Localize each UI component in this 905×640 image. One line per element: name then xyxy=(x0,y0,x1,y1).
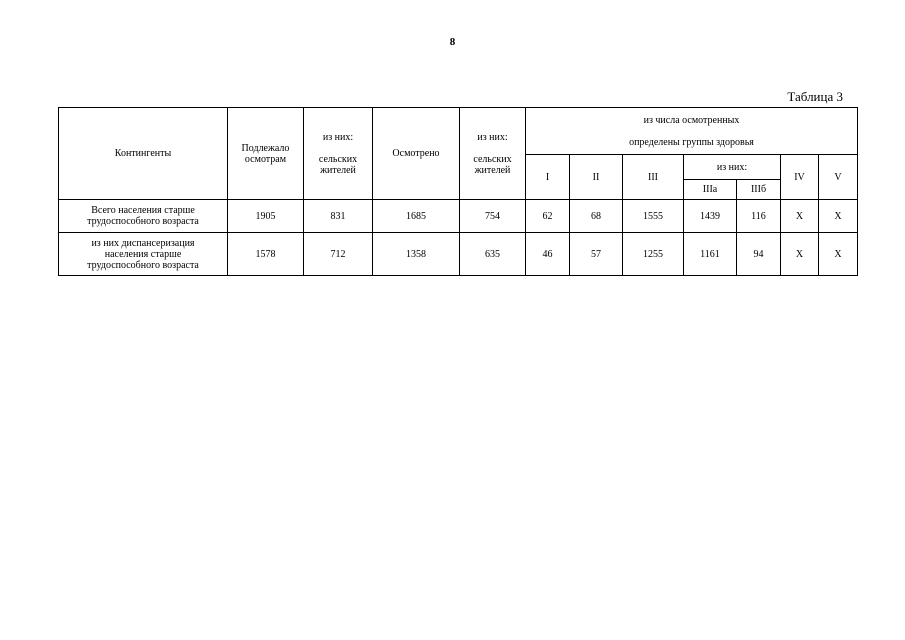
header-group-iiib: IIIб xyxy=(737,180,781,200)
header-group-v: V xyxy=(819,155,858,200)
health-groups-table xyxy=(58,107,858,276)
cell-examined: 1358 xyxy=(373,233,460,276)
header-group-i: I xyxy=(526,155,570,200)
table-row xyxy=(59,200,858,233)
row-label: Всего населения старше трудоспособного возраста xyxy=(59,200,228,233)
header-health-groups: из числа осмотренных определены группы здоровья xyxy=(526,108,858,155)
cell-subject: 1578 xyxy=(228,233,304,276)
header-rural-subject: из них: сельских жителей xyxy=(304,108,373,200)
header-group-iv: IV xyxy=(781,155,819,200)
header-subject-to-exam: Подлежало осмотрам xyxy=(228,108,304,200)
cell-group-ii: 68 xyxy=(570,200,623,233)
cell-group-iiia: 1439 xyxy=(684,200,737,233)
cell-group-i: 62 xyxy=(526,200,570,233)
cell-group-iv: X xyxy=(781,200,819,233)
cell-rural-subject: 712 xyxy=(304,233,373,276)
cell-group-iiib: 94 xyxy=(737,233,781,276)
header-group-iiia: IIIа xyxy=(684,180,737,200)
cell-rural-subject: 831 xyxy=(304,200,373,233)
cell-group-i: 46 xyxy=(526,233,570,276)
cell-rural-examined: 754 xyxy=(460,200,526,233)
cell-group-iii: 1555 xyxy=(623,200,684,233)
cell-subject: 1905 xyxy=(228,200,304,233)
header-group-iii: III xyxy=(623,155,684,200)
cell-group-iiia: 1161 xyxy=(684,233,737,276)
table-caption: Таблица 3 xyxy=(787,89,843,104)
header-rural-examined: из них: сельских жителей xyxy=(460,108,526,200)
cell-group-iiib: 116 xyxy=(737,200,781,233)
cell-rural-examined: 635 xyxy=(460,233,526,276)
page-number: 8 xyxy=(449,36,456,48)
header-contingents: Контингенты xyxy=(59,108,228,200)
header-group-ii: II xyxy=(570,155,623,200)
row-label: из них диспансеризация населения старше трудоспособного возраста xyxy=(59,233,228,276)
header-examined: Осмотрено xyxy=(373,108,460,200)
cell-group-iii: 1255 xyxy=(623,233,684,276)
cell-group-ii: 57 xyxy=(570,233,623,276)
table-row xyxy=(59,233,858,276)
cell-examined: 1685 xyxy=(373,200,460,233)
cell-group-v: X xyxy=(819,200,858,233)
cell-group-v: X xyxy=(819,233,858,276)
cell-group-iv: X xyxy=(781,233,819,276)
header-of-them-sub: из них: xyxy=(684,155,781,180)
